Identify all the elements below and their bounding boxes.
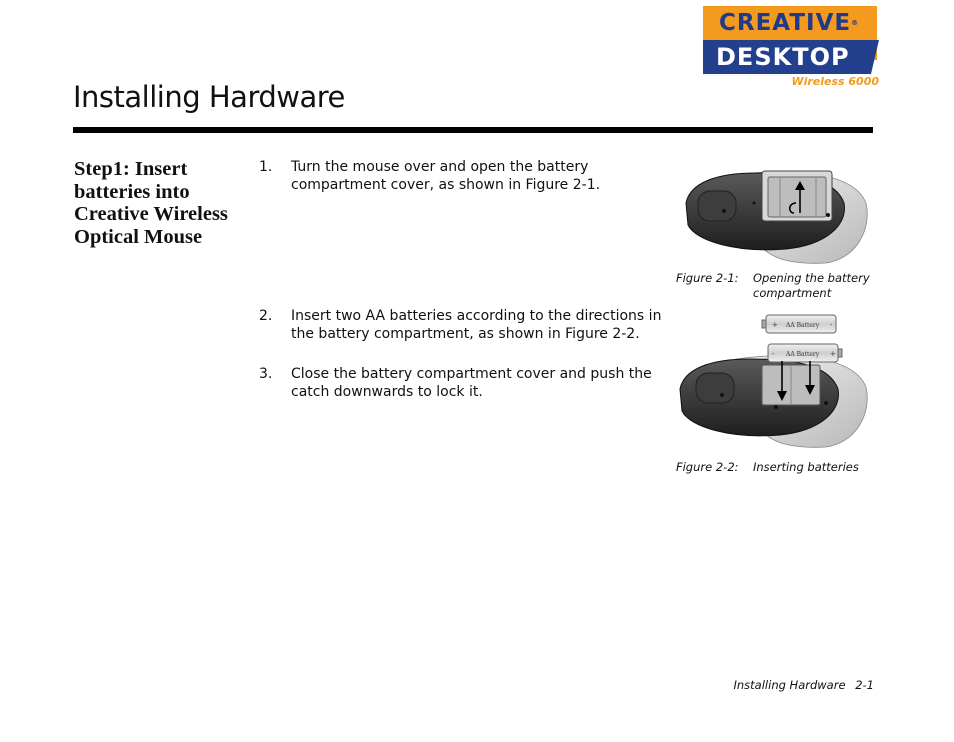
step-number: 3. xyxy=(259,366,273,382)
step-number: 2. xyxy=(259,308,273,324)
battery-label: AA Battery xyxy=(786,351,820,358)
figure-caption-text: Opening the battery compartment xyxy=(753,271,870,300)
footer-section: Installing Hardware xyxy=(733,678,846,692)
battery-label: AA Battery xyxy=(786,322,820,329)
logo-product: DESKTOP xyxy=(703,40,871,74)
battery-insertion-illustration xyxy=(676,311,872,449)
step-text: Turn the mouse over and open the battery compartment cover, as shown in Figure 2-1. xyxy=(291,159,601,193)
figure-opening-battery-compartment xyxy=(676,163,872,265)
title-rule xyxy=(73,127,873,133)
logo-brand: CREATIVE® xyxy=(703,6,877,40)
mouse-open-illustration xyxy=(676,163,872,265)
page-title: Installing Hardware xyxy=(73,80,345,114)
page-footer xyxy=(734,678,875,692)
creative-desktop-logo xyxy=(703,6,879,92)
figure-caption xyxy=(676,271,886,303)
step-number: 1. xyxy=(259,159,273,175)
battery-minus-label: - xyxy=(830,321,833,329)
step-text: Insert two AA batteries according to the directions in the battery compartment, as shown in Figure 2-2. xyxy=(291,308,662,342)
figure-inserting-batteries xyxy=(676,311,872,449)
battery-plus-label: + xyxy=(772,321,778,329)
figure-label: Figure 2-2: xyxy=(676,460,739,474)
footer-page-number: 2-1 xyxy=(855,678,874,692)
logo-model: Wireless 6000 xyxy=(791,75,879,88)
figure-caption-text: Inserting batteries xyxy=(753,460,859,474)
section-heading: Step1: Insert batteries into Creative Wireless Optical Mouse xyxy=(74,158,228,248)
battery-plus-label: + xyxy=(830,350,836,358)
figure-label: Figure 2-1: xyxy=(676,271,739,285)
battery-minus-label: - xyxy=(772,350,775,358)
step-text: Close the battery compartment cover and push the catch downwards to lock it. xyxy=(291,366,652,400)
figure-caption xyxy=(676,460,886,476)
